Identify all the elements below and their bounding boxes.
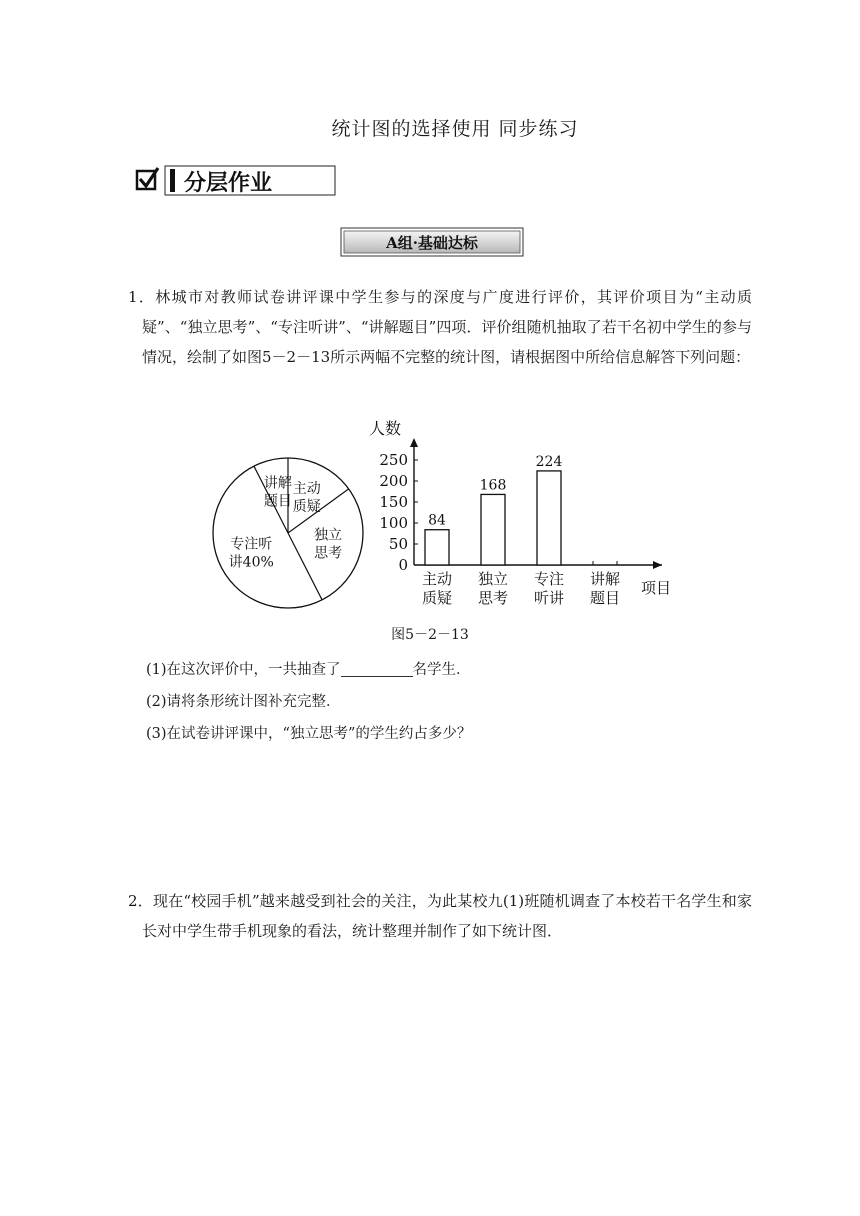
figure-5-2-13: [200, 410, 680, 630]
question-1-part-2: (2)请将条形统计图补充完整．: [146, 694, 341, 710]
pie-slice-label: 专注听: [230, 536, 273, 553]
y-tick-label: 200: [379, 472, 408, 490]
question-2: [128, 886, 752, 946]
question-1: [128, 282, 752, 372]
x-axis-arrow: [653, 561, 662, 569]
y-tick-label: 50: [388, 535, 408, 553]
pie-chart: [213, 458, 363, 608]
x-category-label: 主动: [421, 570, 453, 588]
x-category-label: 质疑: [421, 589, 453, 607]
figure-caption: 图5－2－13: [391, 627, 469, 643]
y-tick-label: 150: [379, 493, 408, 511]
checkbox-icon: [137, 168, 158, 189]
page-title: 统计图的选择使用 同步练习: [331, 118, 579, 140]
bar-value-label: 168: [479, 477, 507, 494]
y-tick-label: 250: [379, 451, 408, 469]
pie-slice-label: 讲40%: [228, 554, 274, 571]
pie-slice-label: 讲解: [263, 475, 292, 492]
x-category-label: 独立: [477, 570, 509, 588]
x-axis-label: 项目: [640, 579, 672, 597]
pie-slice-label: 思考: [314, 545, 343, 562]
group-badge: [340, 227, 524, 257]
group-badge-label: A组·基础达标: [386, 234, 478, 252]
answer-blank[interactable]: [341, 661, 413, 677]
pie-slice-label: 质疑: [292, 499, 321, 516]
pie-slice-label: 独立: [314, 527, 343, 544]
question-1-part-3: (3)在试卷讲评课中，“独立思考”的学生约占多少？: [146, 726, 472, 742]
question-1-part-1: [146, 658, 471, 679]
section-banner-label: 分层作业: [184, 170, 273, 196]
x-category-label: 听讲: [533, 589, 565, 607]
x-category-label: 题目: [589, 589, 621, 607]
bar: [425, 530, 449, 565]
question-2-number: 2．: [128, 892, 153, 910]
question-1-number: 1．: [128, 288, 156, 306]
pie-slice-label: 题目: [263, 493, 292, 510]
section-banner: [134, 162, 336, 198]
bar-value-label: 224: [535, 453, 563, 470]
bar-chart: [369, 419, 671, 607]
x-category-label: 专注: [533, 570, 565, 588]
question-1-part-1-suffix: 名学生．: [412, 662, 471, 678]
x-category-label: 思考: [477, 589, 509, 607]
question-2-text: 现在“校园手机”越来越受到社会的关注，为此某校九(1)班随机调查了本校若干名学生和家长对中学生带手机现象的看法，统计整理并制作了如下统计图．: [142, 892, 753, 940]
x-category-label: 讲解: [589, 570, 621, 588]
y-axis-label: 人数: [368, 419, 402, 438]
question-1-text: 林城市对教师试卷讲评课中学生参与的深度与广度进行评价，其评价项目为“主动质疑”、“独立思考”、“专注听讲”、“讲解题目”四项．评价组随机抽取了若干名初中学生的参与情况，绘制了如图5－2－13所示两幅不完整的统计图，请根据图中所给信息解答下列问题：: [142, 288, 752, 366]
y-tick-label: 100: [379, 514, 408, 532]
y-axis-arrow: [410, 438, 418, 447]
pie-slice-label: 主动: [292, 481, 321, 498]
question-1-part-1-text: (1)在这次评价中，一共抽查了: [146, 662, 341, 678]
bar: [537, 471, 561, 565]
bar-value-label: 84: [428, 512, 446, 529]
bar: [481, 494, 505, 565]
y-tick-label: 0: [398, 556, 408, 574]
